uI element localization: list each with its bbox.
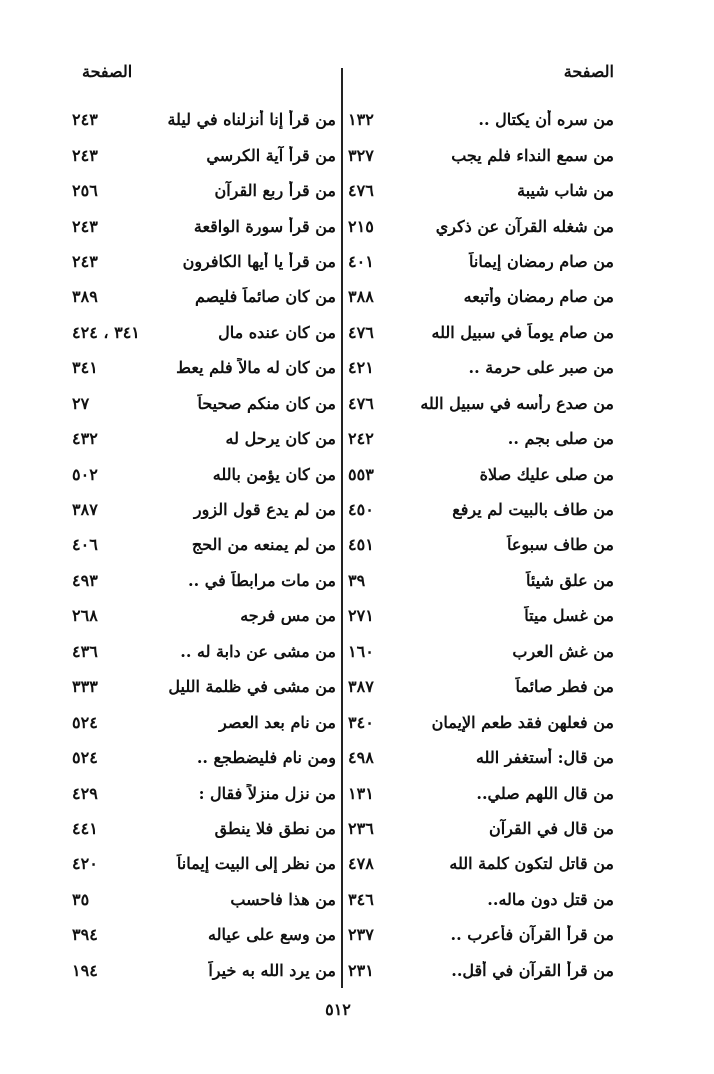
entry-page-number: ٢٣١ xyxy=(348,960,374,980)
entry-text: من وسع على عياله xyxy=(208,925,336,945)
entry-text: من فطر صائماً xyxy=(515,677,614,697)
index-entry xyxy=(70,421,336,456)
index-entry xyxy=(70,102,336,137)
entry-text: من صلى بجم .. xyxy=(507,429,614,449)
index-entry xyxy=(344,315,614,350)
entry-text: من يرد الله به خيراً xyxy=(208,960,336,980)
entry-text: من كان له مالاً فلم يعط xyxy=(176,358,336,378)
index-entry xyxy=(344,421,614,456)
entry-text: من قرأ سورة الواقعة xyxy=(193,216,336,236)
entry-text: من كان صائماً فليصم xyxy=(194,287,336,307)
index-entry xyxy=(70,740,336,775)
index-entry xyxy=(70,279,336,314)
entry-text: من قرأ ربع القرآن xyxy=(214,181,336,201)
index-entry xyxy=(70,456,336,491)
page-number: ٥١٢ xyxy=(325,1000,351,1019)
entry-text: من مشى عن دابة له .. xyxy=(180,641,336,661)
entry-page-number: ٤٤١ xyxy=(72,818,98,838)
entry-page-number: ٢٤٣ xyxy=(72,251,98,271)
entry-text: من كان عنده مال xyxy=(218,322,336,342)
entry-page-number: ٣٩ xyxy=(348,570,366,590)
index-entry xyxy=(344,137,614,172)
entry-text: من هذا فاحسب xyxy=(230,889,336,909)
index-entry xyxy=(344,102,614,137)
index-entry xyxy=(344,598,614,633)
entry-page-number: ٤٩٨ xyxy=(348,748,374,768)
entry-text: من قال: أستغفر الله xyxy=(475,748,614,768)
entry-text: من نظر إلى البيت إيماناً xyxy=(176,854,336,874)
index-entry xyxy=(344,846,614,881)
entry-page-number: ٤٣٢ xyxy=(72,429,98,449)
entry-text: من سره أن يكتال .. xyxy=(478,110,614,130)
index-entry xyxy=(344,173,614,208)
entry-text: من مات مرابطاً في .. xyxy=(188,570,336,590)
entry-text: من شاب شيبة xyxy=(517,181,614,201)
entry-page-number: ٤٣٦ xyxy=(72,641,98,661)
entry-text: من قال في القرآن xyxy=(488,818,614,838)
entry-text: من مشى في ظلمة الليل xyxy=(168,677,336,697)
index-entry xyxy=(70,173,336,208)
entry-page-number: ٢٧ xyxy=(72,393,90,413)
left-column-header: الصفحة xyxy=(82,62,133,81)
entry-text: من نطق فلا ينطق xyxy=(214,818,336,838)
index-entry xyxy=(344,917,614,952)
index-entry xyxy=(344,386,614,421)
index-entry xyxy=(70,811,336,846)
entry-text: من كان يؤمن بالله xyxy=(212,464,336,484)
entry-text: من غسل ميتاً xyxy=(524,606,614,626)
entry-page-number: ٤٧٦ xyxy=(348,322,374,342)
index-entry xyxy=(344,669,614,704)
index-entry xyxy=(70,882,336,917)
entry-text: من طاف بالبيت لم يرفع xyxy=(452,500,614,520)
entry-text: من قرأ آية الكرسي xyxy=(206,145,336,165)
index-entry xyxy=(70,244,336,279)
index-entry xyxy=(70,775,336,810)
entry-page-number: ٣٨٧ xyxy=(72,500,98,520)
entry-page-number: ١٣١ xyxy=(348,783,374,803)
entry-text: من طاف سبوعاً xyxy=(506,535,614,555)
index-entry xyxy=(70,386,336,421)
entry-page-number: ٢٣٧ xyxy=(348,925,374,945)
right-column-header: الصفحة xyxy=(563,62,614,81)
index-entry xyxy=(70,527,336,562)
entry-text: من كان منكم صحيحاً xyxy=(197,393,336,413)
entry-page-number: ٢٤٣ xyxy=(72,145,98,165)
index-entry xyxy=(70,598,336,633)
entry-text: من قرأ يا أيها الكافرون xyxy=(182,251,336,271)
entry-page-number: ٤٢١ xyxy=(348,358,374,378)
entry-page-number: ٤٢٠ xyxy=(72,854,98,874)
index-entry xyxy=(344,634,614,669)
index-entry xyxy=(344,953,614,988)
entry-text: ومن نام فليضطجع .. xyxy=(196,748,336,768)
index-entry xyxy=(344,563,614,598)
entry-text: من كان يرحل له xyxy=(225,429,336,449)
entry-page-number: ١٣٢ xyxy=(348,110,374,130)
entry-page-number: ٤٠١ xyxy=(348,251,374,271)
index-entry xyxy=(344,279,614,314)
entry-page-number: ٢٣٦ xyxy=(348,818,374,838)
entry-page-number: ٣٤١ xyxy=(72,358,98,378)
entry-page-number: ٤٢٩ xyxy=(72,783,98,803)
entry-text: من سمع النداء فلم يجب xyxy=(451,145,614,165)
entry-text: من قرأ القرآن في أقل.. xyxy=(451,960,614,980)
entry-text: من صلى عليك صلاة xyxy=(479,464,614,484)
entry-text: من نزل منزلاً فقال : xyxy=(198,783,336,803)
index-entry xyxy=(344,208,614,243)
entry-text: من غش العرب xyxy=(512,641,614,661)
entry-text: من علق شيئاً xyxy=(525,570,614,590)
index-entry xyxy=(344,775,614,810)
entry-text: من نام بعد العصر xyxy=(218,712,336,732)
index-entry xyxy=(344,492,614,527)
entry-text: من قاتل لتكون كلمة الله xyxy=(449,854,614,874)
index-entry xyxy=(344,244,614,279)
entry-page-number: ٢٤٢ xyxy=(348,429,374,449)
entry-page-number: ٣٤٦ xyxy=(348,889,374,909)
index-entry xyxy=(344,527,614,562)
entry-page-number: ٣٨٨ xyxy=(348,287,374,307)
entry-text: من صبر على حرمة .. xyxy=(468,358,614,378)
entry-page-number: ٢٧١ xyxy=(348,606,374,626)
index-entry xyxy=(70,704,336,739)
entry-page-number: ٢١٥ xyxy=(348,216,374,236)
entry-page-number: ٤٠٦ xyxy=(72,535,98,555)
index-entry xyxy=(344,882,614,917)
index-entry xyxy=(70,315,336,350)
entry-page-number: ٣٤٠ xyxy=(348,712,374,732)
entry-page-number: ٣٣٣ xyxy=(72,677,98,697)
entry-page-number: ٢٦٨ xyxy=(72,606,98,626)
entry-page-number: ٤٧٦ xyxy=(348,181,374,201)
entry-page-number: ٣٤١ ، ٤٢٤ xyxy=(72,322,140,342)
entry-page-number: ٥٢٤ xyxy=(72,748,98,768)
entry-text: من لم يمنعه من الحج xyxy=(191,535,336,555)
entry-page-number: ١٦٠ xyxy=(348,641,374,661)
entry-text: من قال اللهم صلي.. xyxy=(476,783,614,803)
entry-page-number: ٣٨٩ xyxy=(72,287,98,307)
index-entry xyxy=(70,953,336,988)
entry-text: من قرأ إنا أنزلناه في ليلة xyxy=(167,110,336,130)
entry-page-number: ٥٢٤ xyxy=(72,712,98,732)
right-index-column xyxy=(344,102,614,988)
entry-page-number: ٤٧٦ xyxy=(348,393,374,413)
index-entry xyxy=(70,492,336,527)
left-index-column xyxy=(70,102,336,988)
entry-text: من صام يوماً في سبيل الله xyxy=(431,322,614,342)
index-entry xyxy=(344,704,614,739)
entry-text: من صدع رأسه في سبيل الله xyxy=(420,393,614,413)
entry-page-number: ٢٥٦ xyxy=(72,181,98,201)
entry-page-number: ٥٥٣ xyxy=(348,464,374,484)
entry-text: من قتل دون ماله.. xyxy=(487,889,614,909)
index-entry xyxy=(70,208,336,243)
entry-text: من شغله القرآن عن ذكري xyxy=(435,216,614,236)
entry-text: من صام رمضان إيماناً xyxy=(469,251,614,271)
entry-page-number: ٣٨٧ xyxy=(348,677,374,697)
entry-page-number: ٤٥١ xyxy=(348,535,374,555)
entry-page-number: ٣٩٤ xyxy=(72,925,98,945)
index-entry xyxy=(70,634,336,669)
entry-page-number: ٣٢٧ xyxy=(348,145,374,165)
entry-page-number: ٢٤٣ xyxy=(72,110,98,130)
column-divider xyxy=(341,68,343,988)
entry-page-number: ٤٩٣ xyxy=(72,570,98,590)
index-entry xyxy=(70,350,336,385)
entry-text: من فعلهن فقد طعم الإيمان xyxy=(431,712,614,732)
index-entry xyxy=(344,740,614,775)
entry-page-number: ٢٤٣ xyxy=(72,216,98,236)
index-entry xyxy=(70,563,336,598)
index-entry xyxy=(344,811,614,846)
entry-text: من مس فرجه xyxy=(240,606,336,626)
entry-page-number: ٥٠٢ xyxy=(72,464,98,484)
entry-page-number: ٤٥٠ xyxy=(348,500,374,520)
index-entry xyxy=(70,846,336,881)
entry-page-number: ٣٥ xyxy=(72,889,90,909)
entry-text: من لم يدع قول الزور xyxy=(193,500,336,520)
entry-page-number: ١٩٤ xyxy=(72,960,98,980)
index-entry xyxy=(70,669,336,704)
entry-text: من قرأ القرآن فأعرب .. xyxy=(450,925,614,945)
entry-page-number: ٤٧٨ xyxy=(348,854,374,874)
index-entry xyxy=(70,137,336,172)
index-entry xyxy=(344,350,614,385)
index-entry xyxy=(70,917,336,952)
entry-text: من صام رمضان وأتبعه xyxy=(463,287,614,307)
index-entry xyxy=(344,456,614,491)
